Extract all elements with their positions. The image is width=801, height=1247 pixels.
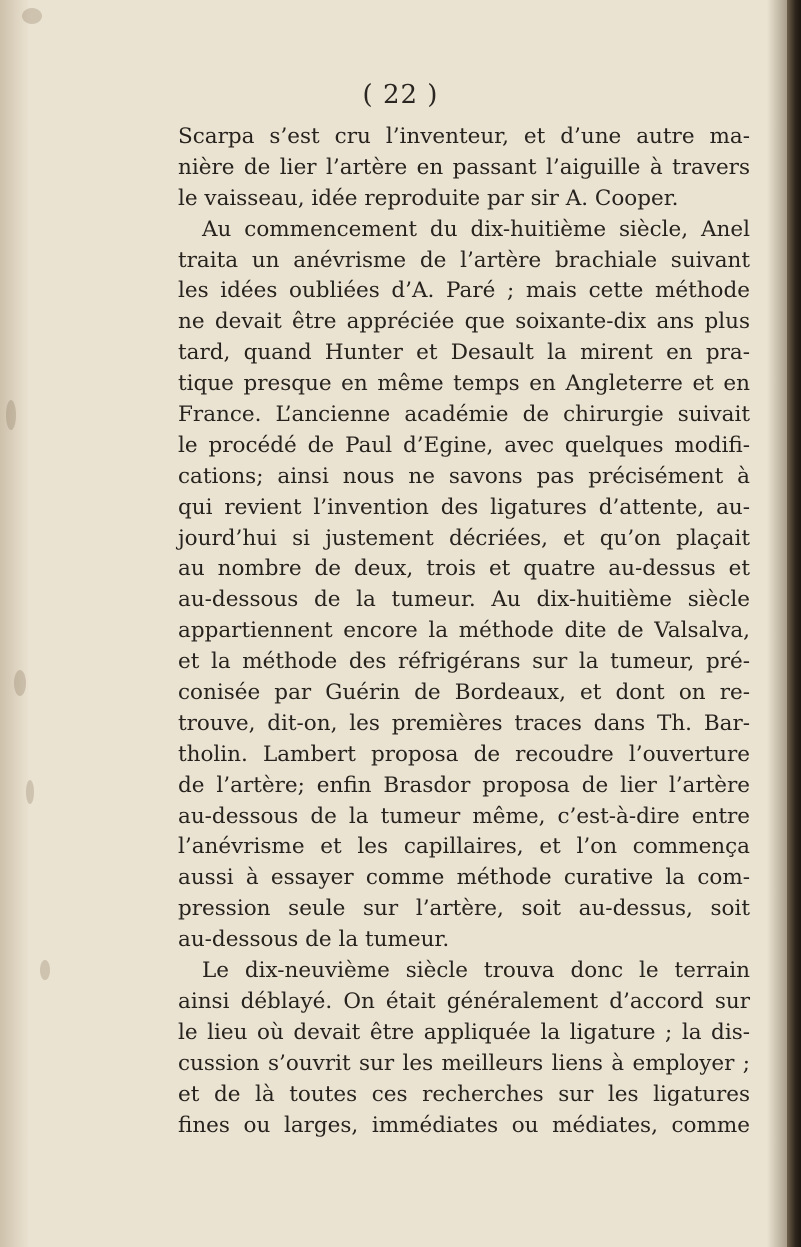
text-line: tique presque en même temps en Angleterre et en [178,371,750,397]
text-line: ainsi déblayé. On était généralement d’accord sur [178,988,750,1014]
page-binding-edge [787,0,801,1247]
text-line: et de là toutes ces recherches sur les ligatures [178,1081,750,1107]
text-line: ne devait être appréciée que soixante-dix ans plus [178,309,750,335]
paper-stain [26,780,34,804]
text-line: nière de lier l’artère en passant l’aiguille à travers [178,154,750,180]
text-line: au-dessous de la tumeur. Au dix-huitième siècle [178,587,750,613]
text-line: aussi à essayer comme méthode curative la com- [178,865,750,891]
paper-stain [40,960,50,980]
text-line: qui revient l’invention des ligatures d’attente, au- [178,494,750,520]
text-line: et la méthode des réfrigérans sur la tumeur, pré- [178,649,750,675]
text-line: France. L’ancienne académie de chirurgie suivait [178,402,750,428]
text-line: pression seule sur l’artère, soit au-dessus, soit [178,896,750,922]
text-line: le procédé de Paul d’Egine, avec quelques modifi- [178,432,750,458]
text-line: le vaisseau, idée reproduite par sir A. Cooper. [178,185,679,211]
text-line: Scarpa s’est cru l’inventeur, et d’une autre ma- [178,124,750,149]
body-text [178,122,750,1141]
text-line: l’anévrisme et les capillaires, et l’on commença [178,834,750,860]
text-line: appartiennent encore la méthode dite de Valsalva, [178,618,750,644]
text-line: conisée par Guérin de Bordeaux, et dont on re- [178,680,750,706]
text-line: fines ou larges, immédiates ou médiates, comme [178,1112,750,1138]
paper-stain [22,8,42,24]
text-line: traita un anévrisme de l’artère brachiale suivant [178,247,750,273]
text-line: au nombre de deux, trois et quatre au-dessus et [178,556,750,582]
text-line: Au commencement du dix-huitième siècle, Anel [202,216,750,242]
text-line: au-dessous de la tumeur même, c’est-à-dire entre [178,803,750,829]
paper-stain [14,670,26,696]
text-line: tard, quand Hunter et Desault la mirent en pra- [178,340,750,366]
text-line: trouve, dit-on, les premières traces dans Th. Bar- [178,710,750,736]
text-line: tholin. Lambert proposa de recoudre l’ouverture [178,741,750,767]
text-line: Le dix-neuvième siècle trouva donc le terrain [202,958,750,984]
text-line: cations; ainsi nous ne savons pas précisément à [178,463,750,489]
text-line: de l’artère; enfin Brasdor proposa de lier l’artère [178,772,750,798]
text-line: jourd’hui si justement décriées, et qu’on plaçait [178,525,750,551]
text-line: cussion s’ouvrit sur les meilleurs liens à employer ; [178,1050,750,1076]
text-line: le lieu où devait être appliquée la ligature ; la dis- [178,1019,750,1045]
text-line: au-dessous de la tumeur. [178,927,450,953]
text-line: les idées oubliées d’A. Paré ; mais cette méthode [178,278,750,304]
page-number: ( 22 ) [362,80,439,110]
paper-stain [6,400,16,430]
